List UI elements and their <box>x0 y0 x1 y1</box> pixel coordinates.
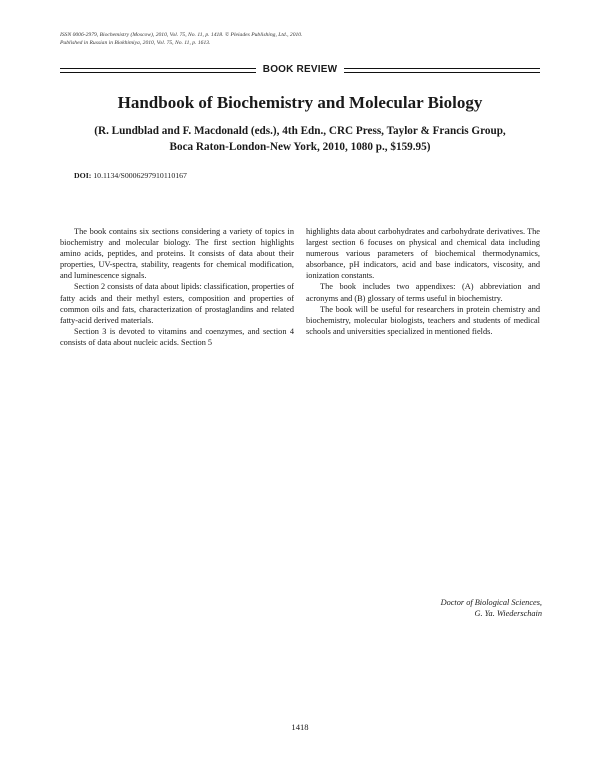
section-header <box>60 64 540 76</box>
left-column <box>60 226 294 348</box>
paragraph: The book includes two appendixes: (A) abbreviation and acronyms and (B) glossary of terms useful in biochemistry. <box>306 282 540 303</box>
page-number: 1418 <box>291 722 309 732</box>
doi-label: DOI: <box>74 171 92 180</box>
rule-right <box>344 68 540 73</box>
doi-value: 10.1134/S0006297910110167 <box>93 171 187 180</box>
paragraph-continuation: highlights data about carbohydrates and carbohydrate derivatives. The largest section 6 focuses on physical and chemical data including numerous various parameters of biochemical thermodynamics, absorbance, pH indicators, acid and base indicators, viscosity, and ionization constants. <box>306 227 540 281</box>
reviewer-signature <box>441 597 542 619</box>
paragraph: Section 2 consists of data about lipids: classification, properties of fatty acids and their methyl esters, composition and properties of common oils and fats, characterization of prostaglandins and related fatty-acid derived materials. <box>60 282 294 325</box>
page-title: Handbook of Biochemistry and Molecular Biology <box>117 93 483 112</box>
reviewer-name: G. Ya. Wiederschain <box>474 609 542 618</box>
doi <box>74 171 187 181</box>
paragraph: The book contains six sections considering a variety of topics in biochemistry and molecular biology. The first section highlights amino acids, peptides, and proteins. It consists of data about their properties, UV-spectra, stability, reagents for chemical modification, and luminescence signals. <box>60 227 294 281</box>
issn-line: ISSN 0006-2979, Biochemistry (Moscow), 2010, Vol. 75, No. 11, p. 1418. © Pleiades Publishing, Ltd., 2010. <box>60 32 303 38</box>
section-label: BOOK REVIEW <box>262 64 338 75</box>
right-column <box>306 226 540 337</box>
citation-line-1: (R. Lundblad and F. Macdonald (eds.), 4th Edn., CRC Press, Taylor & Francis Group, <box>94 125 506 137</box>
paragraph: The book will be useful for researchers in protein chemistry and biochemistry, molecular biologists, teachers and students of medical schools and universities specialized in mentioned fields. <box>306 304 540 336</box>
reviewer-title: Doctor of Biological Sciences, <box>440 598 542 607</box>
published-line: Published in Russian in Biokhimiya, 2010, Vol. 75, No. 11, p. 1613. <box>60 40 211 46</box>
book-citation <box>60 123 540 155</box>
paragraph: Section 3 is devoted to vitamins and coenzymes, and section 4 consists of data about nucleic acids. Section 5 <box>60 326 294 347</box>
citation-line-2: Boca Raton-London-New York, 2010, 1080 p., $159.95) <box>169 141 431 153</box>
